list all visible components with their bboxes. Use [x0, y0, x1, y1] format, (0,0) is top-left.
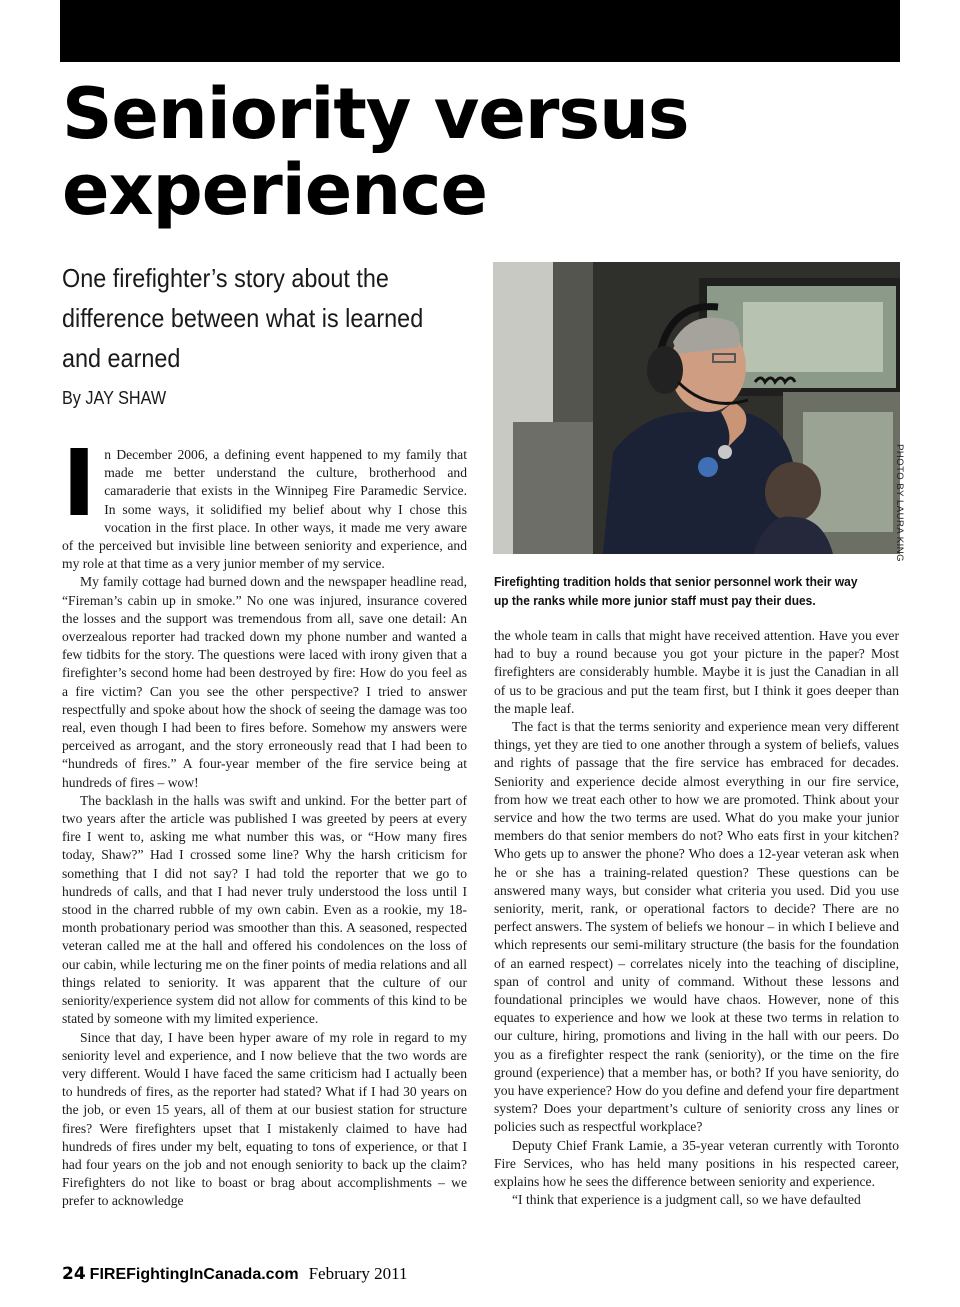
paragraph: My family cottage had burned down and the newspaper headline read, “Fireman’s cabin up in smoke.” No one was injured, insurance covered the losses and the support was tremendous from all, save one detail: An overzealous reporter had tracked down my phone number and wanted a few tidbits for the story. The questions were laced with irony given that a firefighter’s second home had been destroyed by fire: How do you feel as a fire victim? Can you see the other perspective? I tried to answer respectfully and spoke about how the shock of seeing the damage was too real, even though I had been to fires before. Somehow my answers were perceived as arrogant, and the story erroneously read that I had been to “hundreds of fires.” A four-year member of the fire service being at hundreds of fires – wow!	[62, 574, 467, 790]
photo-credit: PHOTO BY LAURA KING	[894, 444, 905, 562]
photo-caption: Firefighting tradition holds that senior personnel work their way up the ranks while more junior staff must pay their dues.	[494, 574, 858, 608]
page-footer	[62, 1264, 408, 1284]
paragraph: Since that day, I have been hyper aware of my role in regard to my seniority level and experience, and I now believe that the two words are very different. Would I have faced the same criticism had I actually been to hundreds of fires, as the reporter had stated? What if I had 30 years on the job, or even 15 years, all of them at our busiest station for structure fires? Were firefighters upset that I mistakenly claimed to have had hundreds of fires under my belt, equating to tons of experience, or that I had four years on the job and not enough seniority to back up the claim? Firefighters do not like to boast or brag about accomplishments – we prefer to acknowledge	[62, 1029, 467, 1209]
body-column-1	[62, 430, 467, 1211]
body-column-2	[494, 627, 899, 1210]
paragraph: The fact is that the terms seniority and experience mean very different things, yet they are tied to one another through a system of beliefs, values and rights of passage that the fire service has embraced for decades. Seniority and experience decide almost everything in our fire service, from how we treat each other to how we are promoted. Think about your service and how the two terms are used. What do you make your junior members do that senior members do not? Who eats first in your kitchen? Who gets up to answer the phone? Who does a 12-year veteran ask when he or she has a training-related question? These questions can be answered many ways, but consider what criteria you used. Did you use seniority, merit, rank, or operational factors to decide? There are no perfect answers. The system of beliefs we honour – in which I believe and which represents our semi-military structure (the basis for the foundation of an earned respect) – correlates nicely into the teaching of discipline, span of control and unity of command. Without these lessons and foundational principles we would have chaos. However, none of this equates to experience and how we look at these two terms in relation to our culture, hiring, promotions and living in the hall with our peers. Do you as a firefighter respect the rank (seniority), or the time on the fire ground (experience) that a member has, or both? If you have seniority, do you have experience? How do you define and defend your fire department system? Does your department’s culture of seniority cross any lines or policies such as respectful workplace?	[494, 719, 899, 1135]
article-title: Seniority versus experience	[62, 73, 689, 231]
issue-date: February 2011	[308, 1264, 408, 1283]
paragraph: In December 2006, a defining event happened to my family that made me better understand the culture, brotherhood and camaraderie that exists in the Winnipeg Fire Paramedic Service. In some ways, it solidified my belief about why I chose this vocation in the first place. In other ways, it made me very aware of the perceived but invisible line between seniority and experience, and my role at that time as a very junior member of my service.	[62, 430, 467, 572]
paragraph: Deputy Chief Frank Lamie, a 35-year veteran currently with Toronto Fire Services, who has held many positions in his respected career, explains how he sees the difference between seniority and experience.	[494, 1137, 899, 1190]
firefighter-photo	[493, 262, 900, 554]
paragraph: The backlash in the halls was swift and unkind. For the better part of two years after the article was published I was greeted by peers at every fire I went to, asking me what number this was, or “How many fires today, Shaw?” Had I crossed some line? Why the harsh criticism for something that I did not say? I had told the reporter that we go to hundreds of calls, and that I had never truly understood the loss until I stood in the charred rubble of my own cabin. Even as a rookie, my 18-month probationary period was smoother than this. A seasoned, respected veteran called me at the hall and offered his condolences on the loss of our cabin, while lecturing me on the finer points of media relations and all things related to seniority. It was apparent that the culture of our seniority/experience system did not allow for comments of this kind to be stated by someone with my limited experience.	[62, 792, 467, 1027]
drop-cap: I	[62, 430, 97, 537]
website: FIREFightingInCanada.com	[89, 1266, 299, 1283]
paragraph: the whole team in calls that might have received attention. Have you ever had to buy a round because you got your picture in the paper? Most firefighters are considerably humble. Maybe it is just the Canadian in all of us to be gracious and put the team first, but I think it goes deeper than the maple leaf.	[494, 628, 899, 716]
header-bar	[60, 0, 900, 62]
byline: By JAY SHAW	[62, 388, 167, 408]
article-deck: One firefighter’s story about the difference between what is learned and earned	[62, 263, 424, 373]
page-number: 24	[62, 1264, 86, 1284]
paragraph: “I think that experience is a judgment call, so we have defaulted	[512, 1192, 861, 1208]
